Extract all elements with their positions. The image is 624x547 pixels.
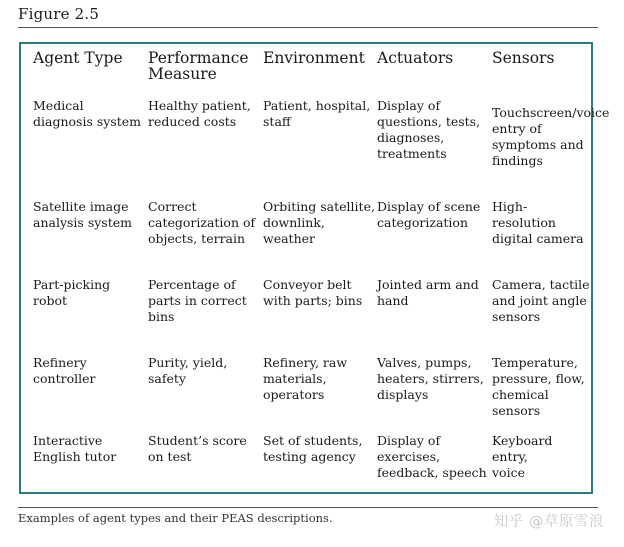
- row5-sensors: Keyboard entry, voice: [492, 433, 553, 480]
- row4-performance: Purity, yield, safety: [148, 355, 228, 386]
- header-environment: Environment: [263, 49, 365, 67]
- row5-performance: Student’s score on test: [148, 433, 247, 464]
- figure-caption: Examples of agent types and their PEAS descriptions.: [18, 511, 333, 525]
- header-performance-measure: Performance Measure: [148, 49, 249, 83]
- row1-environment: Patient, hospital, staff: [263, 98, 371, 129]
- row3-environment: Conveyor belt with parts; bins: [263, 277, 363, 308]
- figure-label: Figure 2.5: [18, 5, 100, 23]
- row3-performance: Percentage of parts in correct bins: [148, 277, 247, 324]
- row4-environment: Refinery, raw materials, operators: [263, 355, 348, 402]
- row5-environment: Set of students, testing agency: [263, 433, 363, 464]
- row2-sensors: High-resolution digital camera: [492, 199, 584, 246]
- row2-environment: Orbiting satellite, downlink, weather: [263, 199, 375, 246]
- row1-agent-type: Medical diagnosis system: [33, 98, 141, 129]
- row1-sensors: Touchscreen/voice entry of symptoms and findings: [492, 105, 610, 168]
- peas-table: [19, 42, 610, 494]
- bottom-rule: [18, 507, 598, 508]
- row2-actuators: Display of scene categorization: [377, 199, 481, 230]
- header-sensors: Sensors: [492, 49, 555, 67]
- row5-agent-type: Interactive English tutor: [33, 433, 117, 464]
- header-actuators: Actuators: [377, 49, 454, 67]
- watermark: 知乎 @草原雪浪: [493, 514, 604, 530]
- row1-actuators: Display of questions, tests, diagnoses, treatments: [377, 98, 481, 161]
- row3-actuators: Jointed arm and hand: [377, 277, 479, 308]
- row4-sensors: Temperature, pressure, flow, chemical sensors: [492, 355, 585, 418]
- row5-actuators: Display of exercises, feedback, speech: [377, 433, 487, 480]
- row2-performance: Correct categorization of objects, terrain: [148, 199, 256, 246]
- row4-agent-type: Refinery controller: [33, 355, 96, 386]
- row1-performance: Healthy patient, reduced costs: [148, 98, 251, 129]
- row3-sensors: Camera, tactile and joint angle sensors: [492, 277, 590, 324]
- row3-agent-type: Part-picking robot: [33, 277, 111, 308]
- top-rule: [18, 27, 598, 28]
- row2-agent-type: Satellite image analysis system: [33, 199, 132, 230]
- row4-actuators: Valves, pumps, heaters, stirrers, displays: [377, 355, 484, 402]
- header-agent-type: Agent Type: [33, 49, 123, 67]
